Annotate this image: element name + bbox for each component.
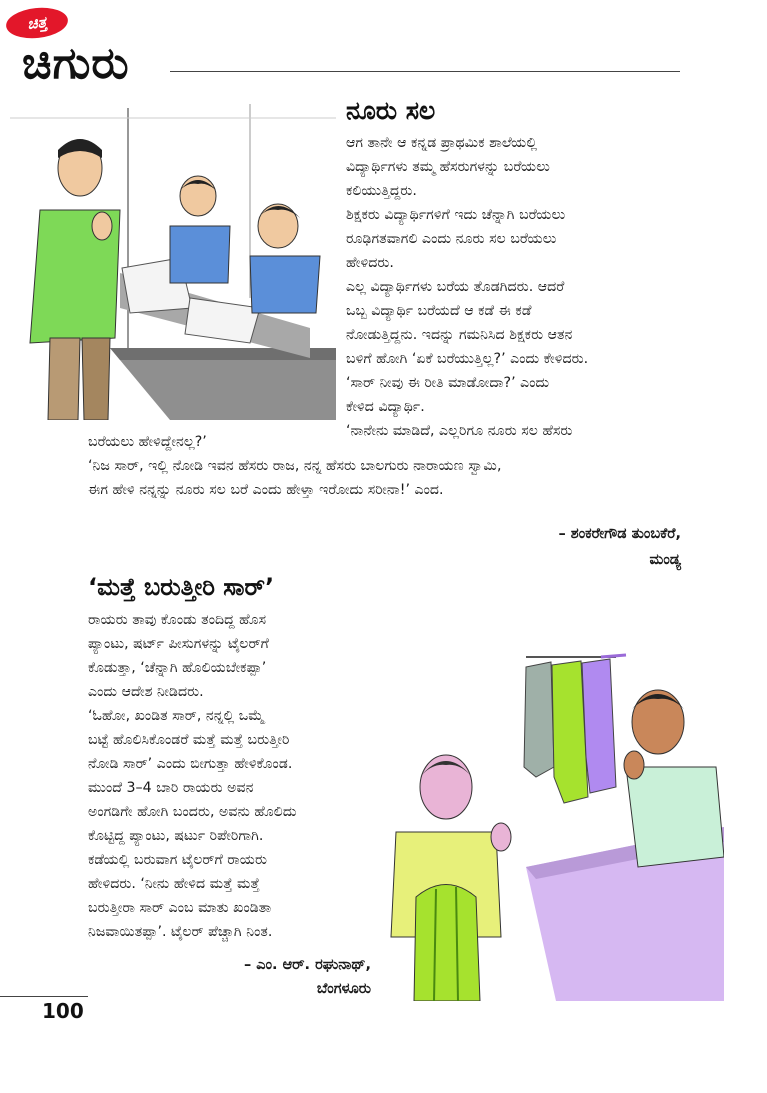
story2-line: ನಿಜವಾಯಿತಪ್ಪಾ’. ಟೈಲರ್ ಪೆಚ್ಚಾಗಿ ನಿಂತ. <box>88 924 273 940</box>
story1-place: ಮಂಡ್ಯ <box>649 552 681 568</box>
story2-body <box>88 608 370 944</box>
story1-line: ರೂಢಿಗತವಾಗಲಿ ಎಂದು ನೂರು ಸಲ ಬರೆಯಲು <box>346 231 557 247</box>
classroom-illustration <box>10 98 336 420</box>
magazine-badge: ಚಿತ್ತ <box>5 5 70 41</box>
section-title: ಚಿಗುರು <box>22 38 130 89</box>
story2-line: ಕೊಟ್ಟಿದ್ದ ಪ್ಯಾಂಟು, ಷರ್ಟು ರಿಪೇರಿಗಾಗಿ. <box>88 828 264 844</box>
story1-line: ಕಲಿಯುತ್ತಿದ್ದರು. <box>346 183 417 199</box>
story1-line: ಹೇಳಿದರು. <box>346 255 394 271</box>
story1-line: ಬರೆಯಲು ಹೇಳಿದ್ದೇನಲ್ಲ?’ <box>88 434 207 450</box>
tailor-shop-illustration <box>376 617 724 1001</box>
story2-line: ಕೊಡುತ್ತಾ, ‘ಚೆನ್ನಾಗಿ ಹೊಲಿಯಬೇಕಪ್ಪಾ’ <box>88 660 267 676</box>
story2-line: ಬರುತ್ತೀರಾ ಸಾರ್ ಎಂಬ ಮಾತು ಖಂಡಿತಾ <box>88 900 272 916</box>
story1-line: ಎಲ್ಲ ವಿದ್ಯಾರ್ಥಿಗಳು ಬರೆಯ ತೊಡಗಿದರು. ಆದರೆ <box>346 279 565 295</box>
story2-line: ಪ್ಯಾಂಟು, ಷರ್ಟ್ ಪೀಸುಗಳನ್ನು ಟೈಲರ್‌ಗೆ <box>88 636 269 652</box>
story2-title: ‘ಮತ್ತೆ ಬರುತ್ತೀರಿ ಸಾರ್’ <box>88 573 275 601</box>
story1-line: ಒಬ್ಬ ವಿದ್ಯಾರ್ಥಿ ಬರೆಯದೆ ಆ ಕಡೆ ಈ ಕಡೆ <box>346 303 532 319</box>
story1-line: ‘ನಿಜ ಸಾರ್, ಇಲ್ಲಿ ನೋಡಿ ಇವನ ಹೆಸರು ರಾಜ, ನನ್ನ ಹೆಸರು ಬಾಲಗುರು ನಾರಾಯಣ ಸ್ವಾಮಿ, <box>88 458 502 474</box>
story2-line: ‘ಓಹೋ, ಖಂಡಿತ ಸಾರ್, ನನ್ನಲ್ಲಿ ಒಮ್ಮೆ <box>88 708 265 724</box>
story1-body-full <box>88 430 680 502</box>
story1-body-right <box>346 131 676 443</box>
page-number: 100 <box>42 999 84 1023</box>
story1-line: ‘ಸಾರ್ ನೀವು ಈ ರೀತಿ ಮಾಡೋದಾ?’ ಎಂದು <box>346 375 550 391</box>
story1-line: ಬಳಿಗೆ ಹೋಗಿ ‘ಏಕೆ ಬರೆಯುತ್ತಿಲ್ಲ?’ ಎಂದು ಕೇಳಿದರು. <box>346 351 589 367</box>
story2-line: ಅಂಗಡಿಗೇ ಹೋಗಿ ಬಂದರು, ಅವನು ಹೊಲಿದು <box>88 804 297 820</box>
story2-place: ಬೆಂಗಳೂರು <box>316 981 371 997</box>
story2-line: ಹೇಳಿದರು. ‘ನೀನು ಹೇಳಿದ ಮತ್ತೆ ಮತ್ತೆ <box>88 876 260 892</box>
story1-line: ವಿದ್ಯಾರ್ಥಿಗಳು ತಮ್ಮ ಹೆಸರುಗಳನ್ನು ಬರೆಯಲು <box>346 159 550 175</box>
story1-line: ಆಗ ತಾನೇ ಆ ಕನ್ನಡ ಪ್ರಾಥಮಿಕ ಶಾಲೆಯಲ್ಲಿ <box>346 135 538 151</box>
story2-line: ರಾಯರು ತಾವು ಕೊಂಡು ತಂದಿದ್ದ ಹೊಸ <box>88 612 267 628</box>
story1-line: ‘ನಾನೇನು ಮಾಡಿದೆ, ಎಲ್ಲರಿಗೂ ನೂರು ಸಲ ಹೆಸರು <box>346 423 573 439</box>
story2-author: – ಎಂ. ಆರ್. ರಘುನಾಥ್, <box>243 957 371 973</box>
story1-title: ನೂರು ಸಲ <box>346 96 436 125</box>
footer-divider <box>0 996 88 997</box>
story1-author: – ಶಂಕರೇಗೌಡ ತುಂಬಕೆರೆ, <box>558 526 681 542</box>
story2-line: ಮುಂದೆ 3–4 ಬಾರಿ ರಾಯರು ಅವನ <box>88 780 254 796</box>
story2-line: ಬಟ್ಟೆ ಹೊಲಿಸಿಕೊಂಡರೆ ಮತ್ತೆ ಮತ್ತೆ ಬರುತ್ತೀರಿ <box>88 732 290 748</box>
story2-line: ಕಡೆಯಲ್ಲಿ ಬರುವಾಗ ಟೈಲರ್‌ಗೆ ರಾಯರು <box>88 852 267 868</box>
story2-line: ನೋಡಿ ಸಾರ್’ ಎಂದು ಬೀಗುತ್ತಾ ಹೇಳಿಕೊಂಡ. <box>88 756 293 772</box>
header-divider <box>170 71 680 72</box>
story1-line: ಕೇಳಿದ ವಿದ್ಯಾರ್ಥಿ. <box>346 399 425 415</box>
story1-line: ನೋಡುತ್ತಿದ್ದನು. ಇದನ್ನು ಗಮನಿಸಿದ ಶಿಕ್ಷಕರು ಆತನ <box>346 327 573 343</box>
story2-line: ಎಂದು ಆದೇಶ ನೀಡಿದರು. <box>88 684 204 700</box>
story1-line: ಈಗ ಹೇಳಿ ನನ್ನನ್ನು ನೂರು ಸಲ ಬರೆ ಎಂದು ಹೇಳ್ತಾ ಇರೋದು ಸರೀನಾ!’ ಎಂದ. <box>88 482 444 498</box>
story1-line: ಶಿಕ್ಷಕರು ವಿದ್ಯಾರ್ಥಿಗಳಿಗೆ ಇದು ಚೆನ್ನಾಗಿ ಬರೆಯಲು <box>346 207 566 223</box>
